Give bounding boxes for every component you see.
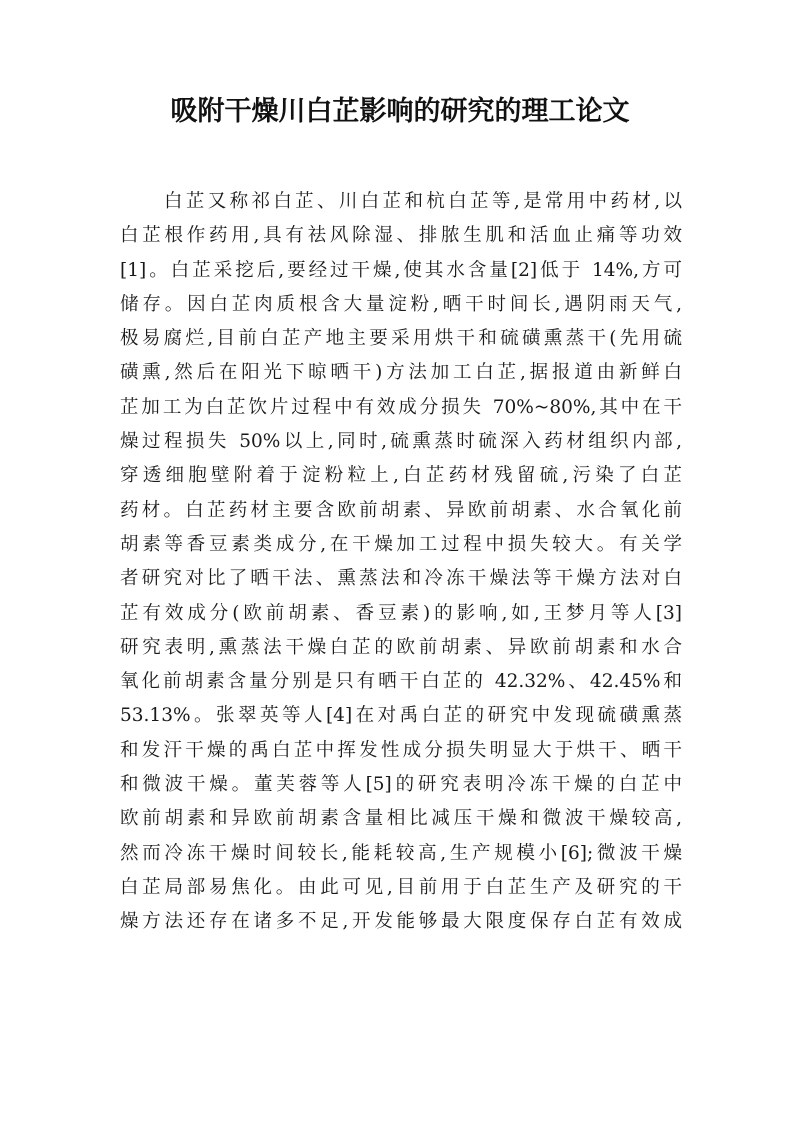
text-line: 白芷根作药用,具有祛风除湿、排脓生肌和活血止痛等功效 <box>120 225 682 247</box>
text-line: 白芷局部易焦化。由此可见,目前用于白芷生产及研究的干 <box>120 876 682 898</box>
text-line: 和微波干燥。董芙蓉等人[5]的研究表明冷冻干燥的白芷中 <box>120 774 682 796</box>
body-paragraph <box>120 185 682 940</box>
text-line: 和发汗干燥的禹白芷中挥发性成分损失明显大于烘干、晒干 <box>120 739 682 761</box>
text-line: 储存。因白芷肉质根含大量淀粉,晒干时间长,遇阴雨天气, <box>120 293 682 315</box>
text-line: 燥过程损失 50%以上,同时,硫熏蒸时硫深入药材组织内部, <box>120 431 682 453</box>
text-line: [1]。白芷采挖后,要经过干燥,使其水含量[2]低于 14%,方可 <box>120 259 682 281</box>
text-line: 氧化前胡素含量分别是只有晒干白芷的 42.32%、42.45%和 <box>120 671 682 693</box>
text-line: 胡素等香豆素类成分,在干燥加工过程中损失较大。有关学 <box>120 533 682 555</box>
document-title: 吸附干燥川白芷影响的研究的理工论文 <box>170 96 630 127</box>
text-line: 芷加工为白芷饮片过程中有效成分损失 70%~80%,其中在干 <box>120 396 682 418</box>
text-line: 白芷又称祁白芷、川白芷和杭白芷等,是常用中药材,以 <box>164 191 682 212</box>
text-line: 者研究对比了晒干法、熏蒸法和冷冻干燥法等干燥方法对白 <box>120 568 682 590</box>
text-line: 极易腐烂,目前白芷产地主要采用烘干和硫磺熏蒸干(先用硫 <box>120 328 682 350</box>
text-line: 然而冷冻干燥时间较长,能耗较高,生产规模小[6];微波干燥 <box>120 842 682 864</box>
text-line: 燥方法还存在诸多不足,开发能够最大限度保存白芷有效成 <box>120 911 682 933</box>
text-line: 穿透细胞壁附着于淀粉粒上,白芷药材残留硫,污染了白芷 <box>120 465 682 487</box>
text-line: 磺熏,然后在阳光下晾晒干)方法加工白芷,据报道由新鲜白 <box>120 362 682 384</box>
text-line: 药材。白芷药材主要含欧前胡素、异欧前胡素、水合氧化前 <box>120 499 682 521</box>
text-line: 53.13%。张翠英等人[4]在对禹白芷的研究中发现硫磺熏蒸 <box>120 705 682 727</box>
text-line: 研究表明,熏蒸法干燥白芷的欧前胡素、异欧前胡素和水合 <box>120 636 682 658</box>
text-line: 欧前胡素和异欧前胡素含量相比减压干燥和微波干燥较高, <box>120 808 682 830</box>
text-line: 芷有效成分(欧前胡素、香豆素)的影响,如,王梦月等人[3] <box>120 602 682 624</box>
